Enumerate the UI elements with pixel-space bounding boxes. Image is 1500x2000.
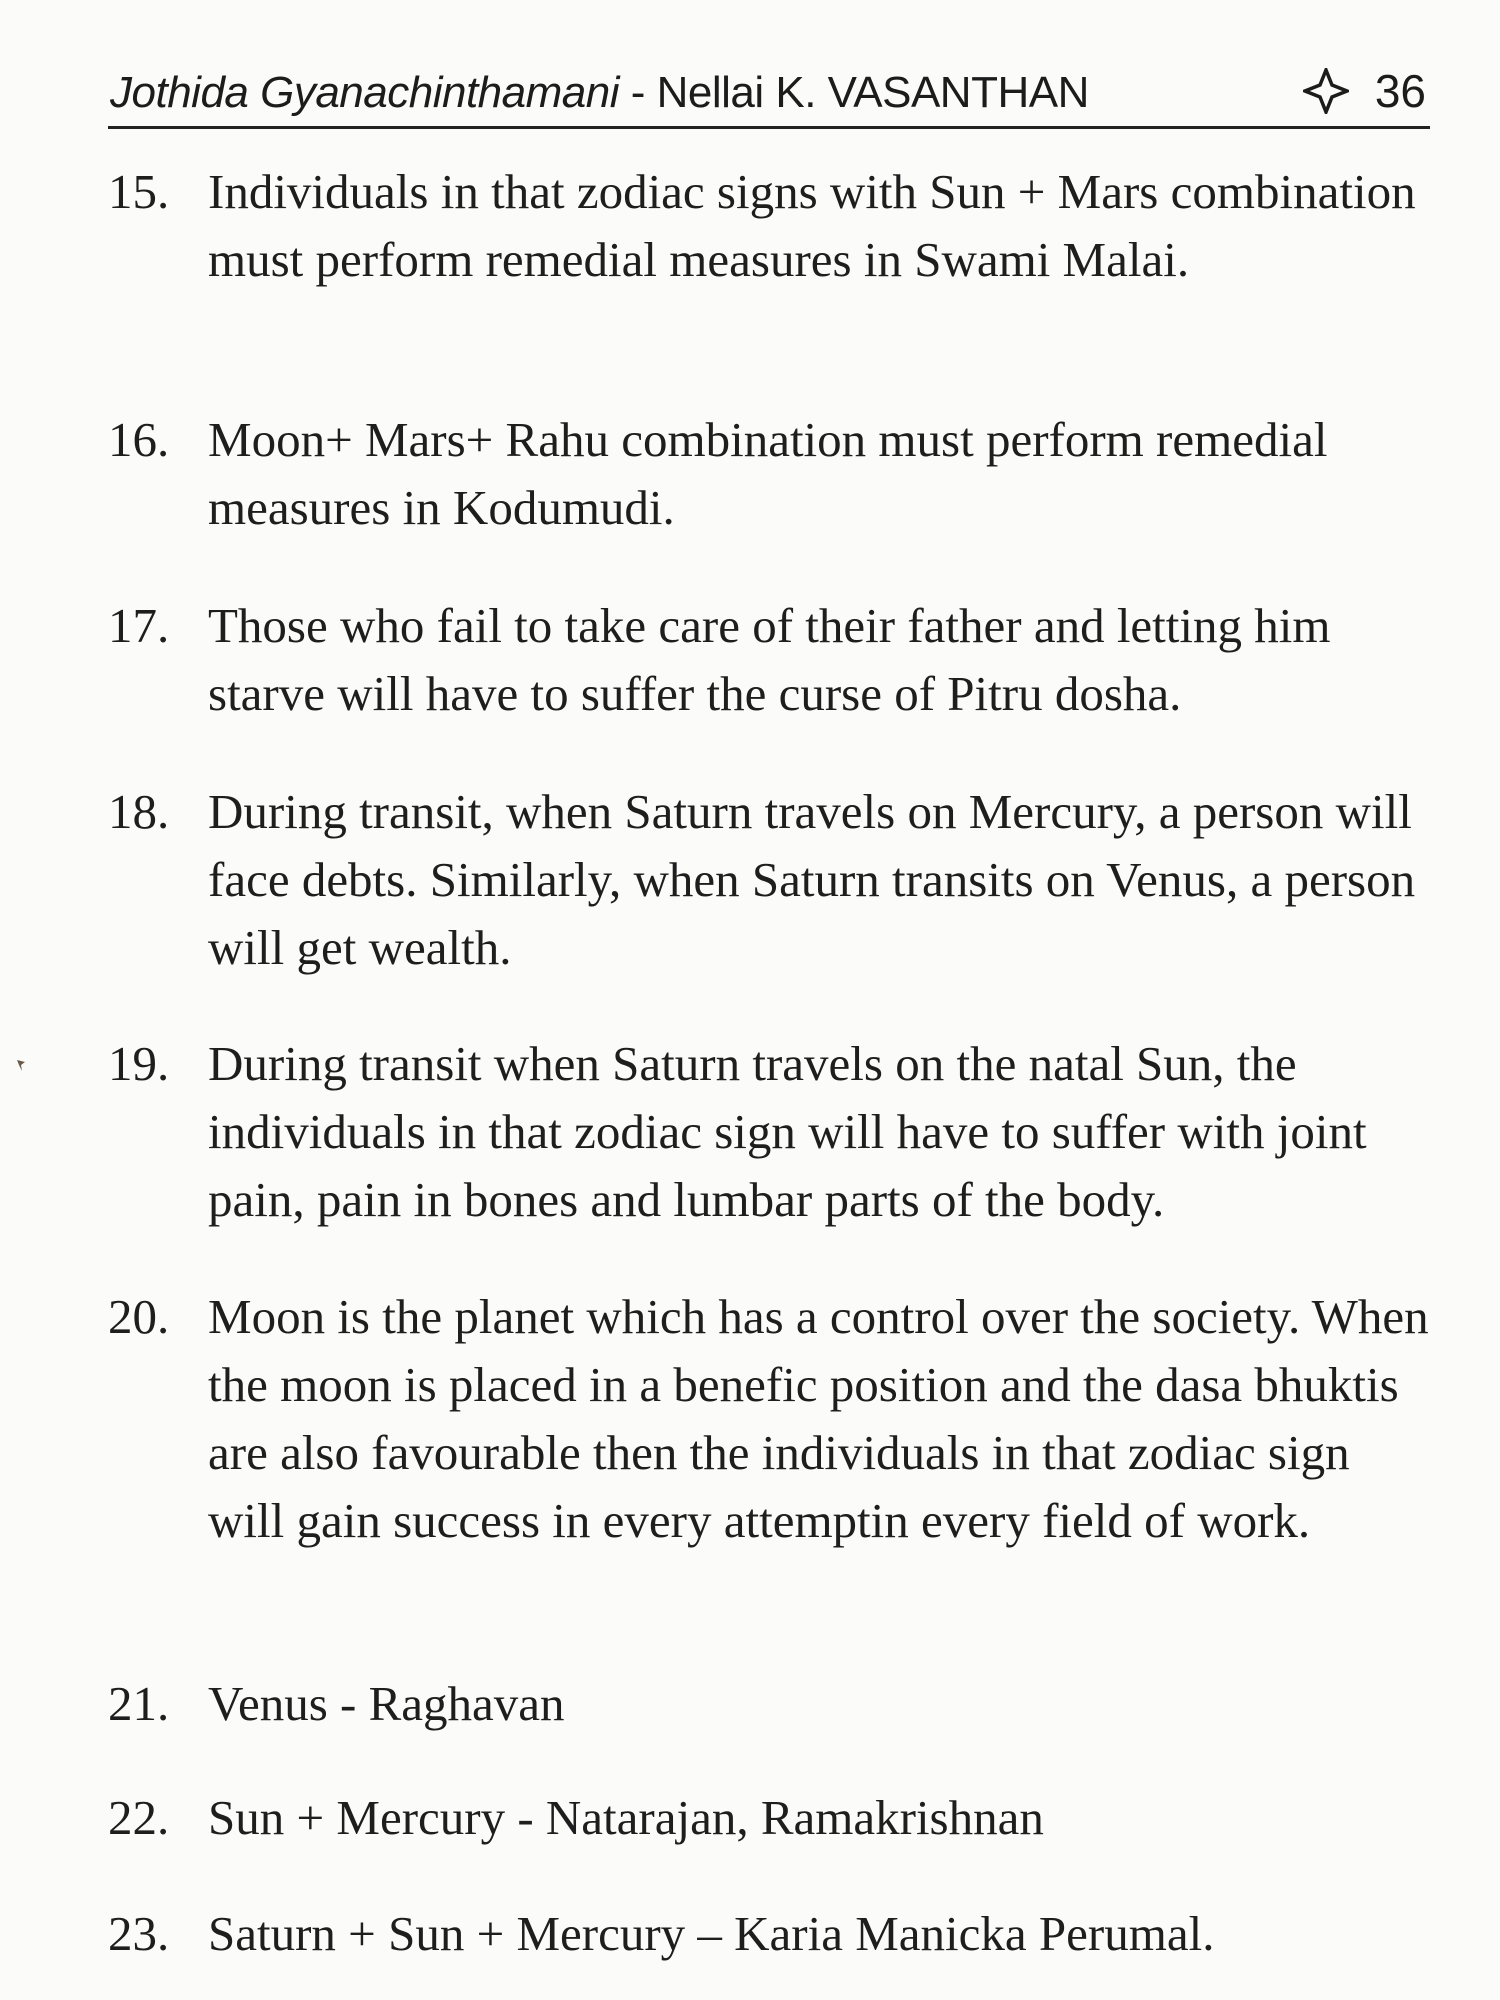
item-number: 21. [108,1676,170,1731]
item-text: Those who fail to take care of their father and letting him starve will have to suffer the curse of Pitru dosha. [208,598,1331,721]
author-name: - Nellai K. VASANTHAN [619,68,1089,117]
item-text: Moon+ Mars+ Rahu combination must perform remedial measures in Kodumudi. [208,412,1328,535]
item-number: 17. [108,598,170,653]
running-title [110,68,1089,118]
item-text: Sun + Mercury - Natarajan, Ramakrishnan [208,1790,1044,1845]
item-number: 18. [108,784,170,839]
item-number: 23. [108,1906,170,1961]
page-header [108,60,1430,129]
item-number: 16. [108,412,170,467]
item-number: 19. [108,1036,170,1091]
item-text: Venus - Raghavan [208,1676,565,1731]
item-text: Saturn + Sun + Mercury – Karia Manicka Perumal. [208,1906,1215,1961]
book-title: Jothida Gyanachinthamani [110,68,619,117]
item-number: 15. [108,164,170,219]
item-text: During transit, when Saturn travels on Mercury, a person will face debts. Similarly, when Saturn transits on Venus, a person will get wealth. [208,784,1416,975]
four-point-star-icon [1303,68,1349,114]
page-number-block [1303,64,1426,118]
item-text: During transit when Saturn travels on the natal Sun, the individuals in that zodiac sign will have to suffer with joint pain, pain in bones and lumbar parts of the body. [208,1036,1367,1227]
page-number: 36 [1374,65,1426,117]
item-number: 22. [108,1790,170,1845]
ink-speck-mark [16,1058,26,1072]
item-text: Individuals in that zodiac signs with Sun + Mars combination must perform remedial measures in Swami Malai. [208,164,1416,287]
item-number: 20. [108,1289,170,1344]
item-text: Moon is the planet which has a control over the society. When the moon is placed in a benefic position and the dasa bhuktis are also favourable then the individuals in that zodiac sign will gain success in every attemptin every field of work. [208,1289,1429,1548]
